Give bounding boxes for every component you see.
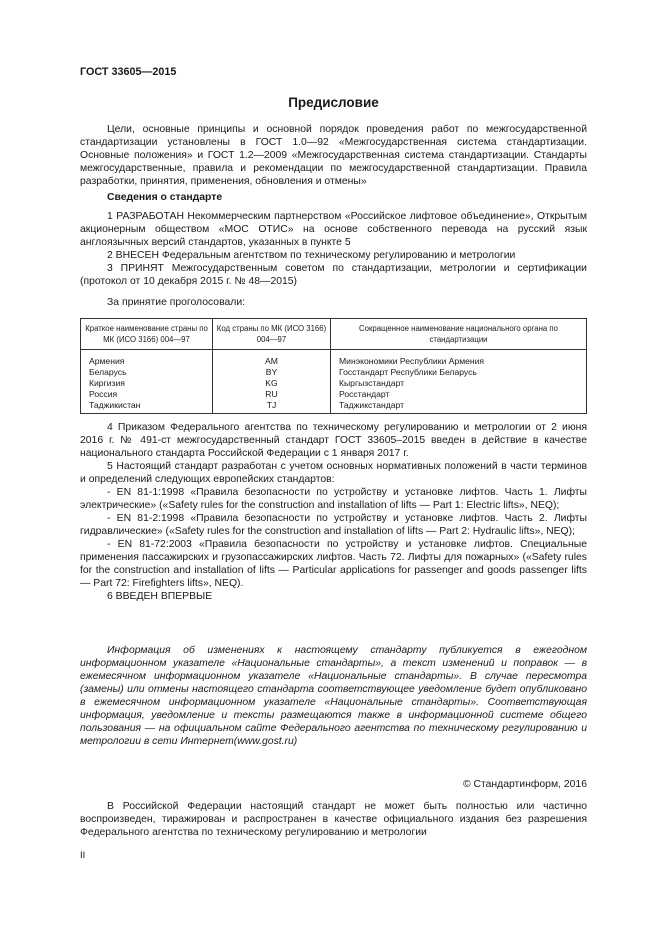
- national-body: Таджикстандарт: [331, 399, 587, 414]
- item-1: 1 РАЗРАБОТАН Некоммерческим партнерством «Российское лифтовое объединение», Открытым акционерным обществом «МОС ОТИС» на основе собственного перевода на русский язык англоязычных версий стандартов, указанных в пункте 5: [80, 211, 587, 248]
- intro-section: [80, 123, 587, 188]
- item-4: 4 Приказом Федерального агентства по техническому регулированию и метрологии от 2 июня 2016 г. № 491-ст межгосударственный стандарт ГОСТ 33605–2015 введен в действие в качестве национального стандарта Российской Федерации с 1 января 2017 г.: [80, 422, 587, 459]
- intro-paragraph: Цели, основные принципы и основной порядок проведения работ по межгосударственной стандартизации установлены в ГОСТ 1.0—92 «Межгосударственная система стандартизации. Основные положения» и ГОСТ 1.2—2009 «Межгосударственная система стандартизации. Стандарты межгосударственные, правила и рекомендации по межгосударственной стандартизации. Правила разработки, принятия, применения, обновления и отмены»: [80, 124, 587, 187]
- countries-table: [80, 318, 587, 414]
- country: Таджикистан: [81, 399, 213, 414]
- country-code: BY: [213, 366, 331, 377]
- country-code: RU: [213, 388, 331, 399]
- rights-section: [80, 800, 587, 839]
- voted-label: За принятие проголосовали:: [107, 297, 246, 308]
- table-row: [81, 388, 587, 399]
- table-row: [81, 350, 587, 367]
- header-country: Краткое наименование страны по МК (ИСО 3166) 004—97: [81, 319, 213, 350]
- rights-paragraph: В Российской Федерации настоящий стандарт не может быть полностью или частично воспроизведен, тиражирован и распространен в качестве официального издания без разрешения Федерального агентства по техническому регулированию и метрологии: [80, 801, 587, 838]
- item-5-en-81-72: - EN 81-72:2003 «Правила безопасности по устройству и установке лифтов. Специальные применения пассажирских и грузопассажирских лифтов. Часть 72. Лифты для пожарных» («Safety rules for the construction and installation of lifts — Particular applications for passenger and goods passenger lifts — Part 72: Firefighters lifts», NEQ).: [80, 539, 587, 589]
- standard-info-section: [80, 191, 587, 309]
- country-code: KG: [213, 377, 331, 388]
- item-6: 6 ВВЕДЕН ВПЕРВЫЕ: [107, 591, 213, 602]
- country: Россия: [81, 388, 213, 399]
- national-body: Кыргызстандарт: [331, 377, 587, 388]
- country-code: TJ: [213, 399, 331, 414]
- copyright: © Стандартинформ, 2016: [462, 779, 587, 790]
- item-5-en-81-2: - EN 81-2:1998 «Правила безопасности по устройству и установке лифтов. Часть 2. Лифты гидравлические» («Safety rules for the construction and installation of lifts — Part 2: Hydraulic lifts», NEQ);: [80, 513, 587, 537]
- header-body: Сокращенное наименование национального органа по стандартизации: [331, 319, 587, 350]
- info-paragraph: Информация об изменениях к настоящему стандарту публикуется в ежегодном информационном указателе «Национальные стандарты», а текст изменений и поправок — в ежемесячном информационном указателе «Национальные стандарты». В случае пересмотра (замены) или отмены настоящего стандарта соответствующее уведомление будет опубликовано в ежемесячном информационном указателе «Национальные стандарты». Соответствующая информация, уведомление и тексты размещаются также в информационной системе общего пользования — на официальном сайте Федерального агентства по техническому регулированию и метрологии в сети Интернет(www.gost.ru): [80, 645, 587, 747]
- country: Беларусь: [81, 366, 213, 377]
- table-row: [81, 399, 587, 414]
- items-section: [80, 421, 587, 603]
- header-code: Код страны по МК (ИСО 3166) 004—97: [213, 319, 331, 350]
- info-section: [80, 644, 587, 748]
- item-5: 5 Настоящий стандарт разработан с учетом основных нормативных положений в части терминов и определений следующих европейских стандартов:: [80, 461, 587, 485]
- countries-table-wrap: [80, 318, 587, 414]
- national-body: Минэкономики Республики Армения: [331, 350, 587, 367]
- page-number: II: [80, 850, 86, 861]
- national-body: Госстандарт Республики Беларусь: [331, 366, 587, 377]
- national-body: Росстандарт: [331, 388, 587, 399]
- country: Армения: [81, 350, 213, 367]
- country: Киргизия: [81, 377, 213, 388]
- item-3: 3 ПРИНЯТ Межгосударственным советом по стандартизации, метрологии и сертификации (протокол от 10 декабря 2015 г. № 48—2015): [80, 263, 587, 287]
- table-header-row: [81, 319, 587, 350]
- item-5-en-81-1: - EN 81-1:1998 «Правила безопасности по устройству и установке лифтов. Часть 1. Лифты электрические» («Safety rules for the construction and installation of lifts — Part 1: Electric lifts», NEQ);: [80, 487, 587, 511]
- section-title: Сведения о стандарте: [107, 192, 223, 203]
- page-title: Предисловие: [288, 95, 379, 110]
- table-row: [81, 377, 587, 388]
- document-header: ГОСТ 33605—2015: [80, 66, 177, 78]
- country-code: AM: [213, 350, 331, 367]
- table-row: [81, 366, 587, 377]
- item-2: 2 ВНЕСЕН Федеральным агентством по техническому регулированию и метрологии: [107, 250, 516, 261]
